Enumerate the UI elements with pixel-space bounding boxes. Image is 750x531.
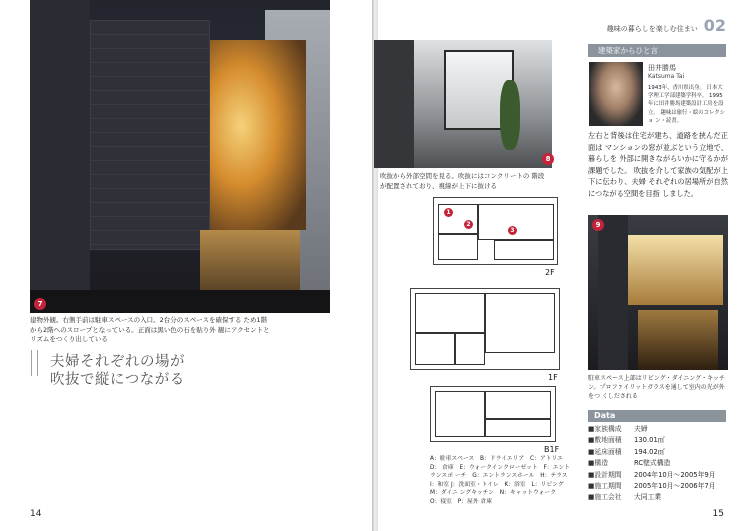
page-number-left: 14 — [30, 509, 42, 519]
floor-plan-b1f — [430, 386, 556, 442]
data-key: ■設計期間 — [588, 470, 622, 479]
data-value: RC壁式構造 — [634, 459, 671, 468]
photo-number-badge: 9 — [592, 219, 604, 231]
plan-legend: A：駐車スペース B：ドライエリア C：アトリエ D： 倉庫 E：ウォークインクローゼット F：エントランスポ ーチ G：エントランスホール H：テラス I：和室 J：洗面室・トイレ K：浴室 L：リビング M：ダイニ ングキッチン N：キャットウォーク O：寝室 P：屋外 倉庫 — [430, 456, 574, 505]
plan-room — [438, 204, 478, 234]
plan-room — [485, 391, 551, 419]
data-row — [588, 458, 726, 469]
plan-room — [455, 333, 485, 365]
heading-line-1: 夫婦それぞれの場が — [50, 354, 185, 370]
plan-room — [438, 234, 478, 260]
plan-room — [415, 333, 455, 365]
atrium-photo — [374, 40, 552, 168]
right-page — [378, 0, 750, 531]
page-number-right: 15 — [712, 509, 724, 519]
atrium-photo-caption: 吹抜から外部空間を見る。吹抜にはコンクリートの 階段が配置されており、視線が上下に抜ける — [380, 172, 545, 190]
facade-photo-caption: 駐車スペース上部はリビング・ダイニング・キッチ ン。プロファイリットガラスを通して室内の光が外をつ くしだされる — [588, 375, 725, 400]
night-facade-photo — [588, 215, 728, 370]
data-table-title: Data — [588, 410, 726, 422]
data-table — [588, 424, 726, 504]
data-row — [588, 481, 726, 492]
plan-room — [435, 391, 485, 437]
plan-marker: 3 — [508, 226, 517, 235]
data-value: 130.01㎡ — [634, 436, 665, 445]
data-key: ■敷地面積 — [588, 436, 622, 445]
plan-room — [485, 419, 551, 437]
architect-name-roman: Katsuma Tai — [648, 73, 685, 80]
floor-plan-1f — [410, 288, 560, 370]
data-key: ■延床面積 — [588, 447, 622, 456]
floor-label-2f: 2F — [545, 268, 555, 277]
data-key: ■施工期間 — [588, 482, 622, 491]
exterior-photo-caption: 建物外観。右側手前は駐車スペースの入口。2台分のスペースを確保する ため1階から2階へのスロープとなっている。正面は黒い色の石を貼り外 観にアクセントとリズムをつくり出している — [30, 316, 270, 343]
architect-portrait — [589, 62, 643, 126]
series-label: 趣味の暮らしを楽しむ住まい — [606, 25, 698, 33]
heading-line-2: 吹抜で縦につながる — [50, 372, 185, 388]
floor-label-b1f: B1F — [544, 445, 560, 454]
floor-plan-2f — [433, 197, 558, 265]
section-heading — [50, 353, 185, 389]
plan-room — [415, 293, 485, 333]
data-row — [588, 470, 726, 481]
floor-label-1f: 1F — [548, 373, 558, 382]
data-row — [588, 435, 726, 446]
left-page — [0, 0, 372, 531]
plan-room — [485, 293, 555, 353]
data-row — [588, 447, 726, 458]
data-key: ■家族構成 — [588, 425, 622, 433]
architect-comment: 左右と背後は住宅が建ち、道路を挟んだ正面は マンションの窓が並ぶという立地で、暮らしを 外部に開きながらいかに守るかが課題でした。 吹抜を介して家族の気配が上下に伝わり、夫婦 それぞれの居場所が自然につながる空間を目指 しました。 — [588, 131, 728, 198]
architect-name: 田井勝馬 — [648, 64, 676, 72]
exterior-photo — [30, 0, 330, 313]
data-value: 194.02㎡ — [634, 447, 665, 456]
plan-marker: 2 — [464, 220, 473, 229]
series-header — [607, 16, 726, 35]
data-value: 大同工業 — [634, 493, 662, 502]
photo-number-badge: 7 — [34, 298, 46, 310]
architect-bio: 1943年、香川県出身。 日本大学理工学部建築学科卒。 1995年に田井勝馬建築設計工房を設立。 趣味は旅行・絵のコレクショ ン・読書。 — [648, 85, 726, 124]
data-value: 2005年10月〜2006年7月 — [634, 482, 716, 491]
data-value: 夫婦 — [634, 425, 648, 433]
data-key: ■構造 — [588, 459, 609, 468]
photo-number-badge: 8 — [542, 153, 554, 165]
architect-section-title: 建築家からひと言 — [588, 44, 726, 57]
data-value: 2004年10月〜2005年9月 — [634, 470, 716, 479]
plan-room — [478, 204, 554, 240]
plan-room — [494, 240, 554, 260]
plan-marker: 1 — [444, 208, 453, 217]
heading-rule — [31, 350, 38, 376]
issue-number: 02 — [703, 16, 726, 35]
data-row — [588, 492, 726, 503]
data-key: ■施工会社 — [588, 493, 622, 502]
data-row — [588, 424, 726, 435]
